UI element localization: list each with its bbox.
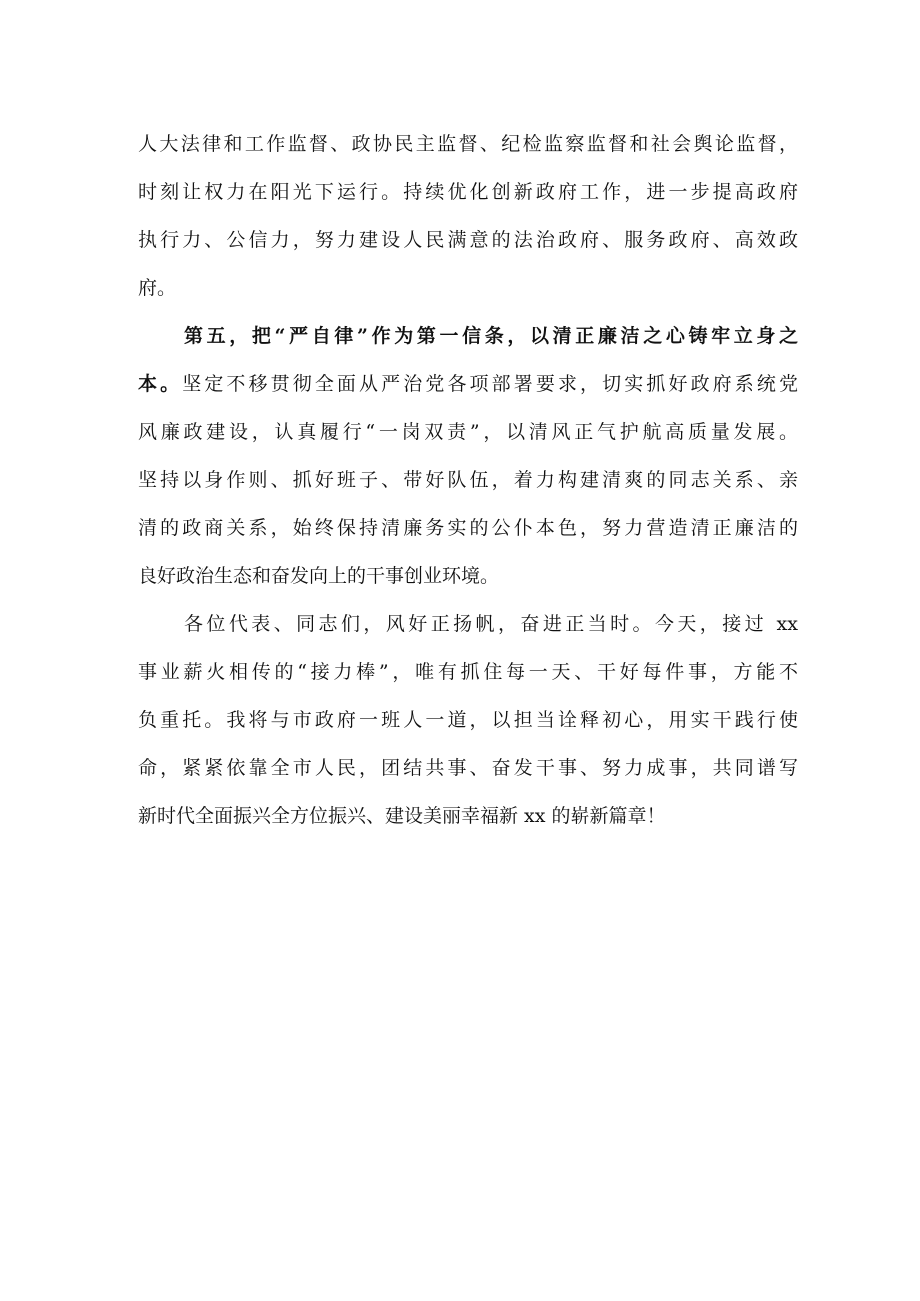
paragraph-line: 坚持以身作则、抓好班子、带好队伍，着力构建清爽的同志关系、亲 [138,469,798,491]
paragraph-3 [138,606,798,834]
paragraph-line: 执行力、公信力，努力建设人民满意的法治政府、服务政府、高效政 [138,229,798,251]
paragraph-line: 府。 [138,277,177,299]
paragraph-line: 时刻让权力在阳光下运行。持续优化创新政府工作，进一步提高政府 [138,181,798,203]
paragraph-line: 良好政治生态和奋发向上的干事创业环境。 [138,565,500,587]
paragraph-heading-line: 第五，把“严自律”作为第一信条，以清正廉洁之心铸牢立身之 [184,325,798,347]
paragraph-line: 新时代全面振兴全方位振兴、建设美丽幸福新 xx 的崭新篇章！ [138,805,666,827]
paragraph-1 [138,126,798,306]
paragraph-2 [138,318,798,594]
paragraph-line: 风廉政建设，认真履行“一岗双责”，以清风正气护航高质量发展。 [138,421,798,443]
paragraph-line: 清的政商关系，始终保持清廉务实的公仆本色，努力营造清正廉洁的 [138,517,798,539]
paragraph-line [138,366,798,402]
paragraph-line: 负重托。我将与市政府一班人一道，以担当诠释初心，用实干践行使 [138,709,798,731]
paragraph-line: 各位代表、同志们，风好正扬帆，奋进正当时。今天，接过 xx [184,613,798,635]
paragraph-line: 命，紧紧依靠全市人民，团结共事、奋发干事、努力成事，共同谱写 [138,757,798,779]
paragraph-heading-end: 本。 [138,373,183,395]
paragraph-line: 事业薪火相传的“接力棒”，唯有抓住每一天、干好每件事，方能不 [138,661,798,683]
paragraph-line: 人大法律和工作监督、政协民主监督、纪检监察监督和社会舆论监督， [138,133,798,155]
paragraph-text: 坚定不移贯彻全面从严治党各项部署要求，切实抓好政府系统党 [182,373,798,395]
document-body [138,126,798,846]
